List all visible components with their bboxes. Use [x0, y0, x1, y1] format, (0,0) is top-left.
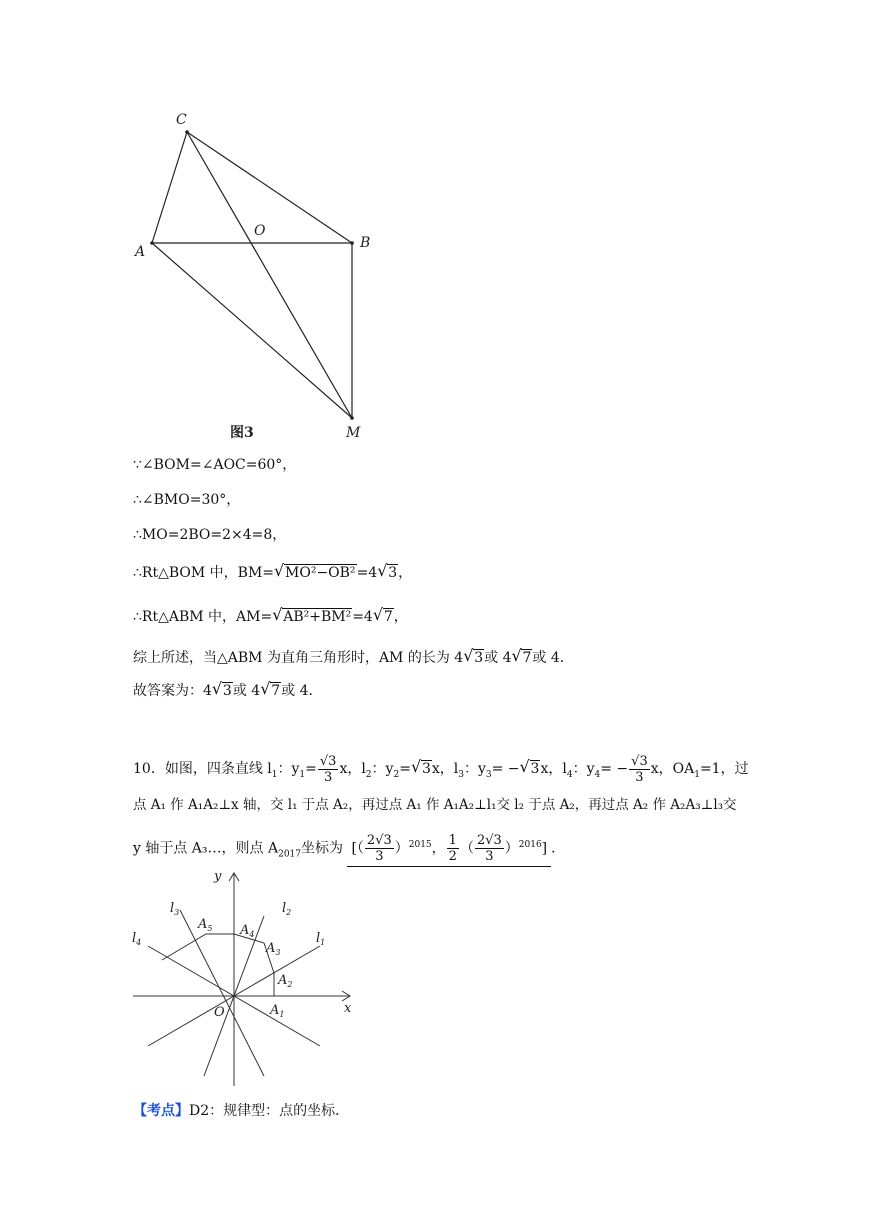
problem-10-line-2: 点 A₁ 作 A₁A₂⊥x 轴，交 l₁ 于点 A₂，再过点 A₁ 作 A₁A₂⊥l₁交 l₂ 于点 A₂，再过点 A₂ 作 A₂A₃⊥l₃交 — [133, 797, 737, 813]
label-a3: $A_3$ — [266, 941, 281, 957]
figure-3 — [130, 105, 390, 450]
figure-3-caption: 图3 — [230, 425, 254, 441]
solution-line-3: ∴MO=2BO=2×4=8， — [133, 527, 287, 543]
seg-ca — [152, 132, 187, 243]
problem-10-line-1: 10．如图，四条直线 $l_1$：$y_1=$ $\frac{√3}{3}$ x，$l_2$：$y_2=√$ 3x，$l_3$：$y_3=$ −√ 3x，$l_4$：$y_4=$ − $\frac{√3}{3}$ x，$OA_1=1$，过 — [133, 752, 749, 792]
label-x: x — [344, 1001, 352, 1016]
label-a4: $A_4$ — [240, 923, 255, 939]
label-b: B — [360, 235, 371, 251]
solution-summary: 综上所述，当△ABM 为直角三角形时，AM 的长为 4√ 3或 4√ 7或 4． — [133, 648, 574, 668]
figure-10 — [128, 868, 358, 1090]
solution-line-5: ∴Rt△ABM 中，AM=√ AB²+BM²=4√ 7， — [133, 607, 408, 627]
seg-cb — [187, 132, 352, 243]
seg-cm — [187, 132, 352, 418]
label-a5: $A_5$ — [198, 917, 213, 933]
label-origin: O — [214, 1005, 225, 1020]
label-c: C — [176, 112, 187, 128]
label-l2: $l_2$ — [282, 901, 292, 917]
label-o: O — [254, 223, 266, 239]
seg-am — [152, 243, 352, 418]
solution-line-1: ∵∠BOM=∠AOC=60°， — [133, 457, 297, 473]
solution-answer: 故答案为：4√ 3或 4√ 7或 4． — [133, 681, 322, 701]
problem-10-line-3: y 轴于点 A₃…，则点 $A_{2017}$坐标为 [（ $\frac{2√3}{3}$ ）$^{2015}$， $\frac{1}{2}$ （ $\frac{2√3}{3}$ ）$^{2016}$] ． — [133, 828, 565, 871]
label-l3: $l_3$ — [170, 901, 180, 917]
solution-line-2: ∴∠BMO=30°， — [133, 492, 241, 508]
label-l4: $l_4$ — [132, 931, 142, 947]
kaodian-tag: 【考点】 — [133, 1103, 189, 1119]
kaodian-line: 【考点】D2：规律型：点的坐标． — [133, 1103, 350, 1119]
answer-blank: [（ $\frac{2√3}{3}$ ）$^{2015}$， $\frac{1}{2}$ （ $\frac{2√3}{3}$ ）$^{2016}$] — [347, 828, 551, 867]
label-y: y — [214, 869, 222, 884]
label-a: A — [135, 244, 146, 260]
solution-line-4: ∴Rt△BOM 中，BM=√ MO²−OB²=4√ 3， — [133, 563, 412, 583]
label-a2: $A_2$ — [278, 973, 293, 989]
label-a1: $A_1$ — [270, 1003, 285, 1019]
label-l1: $l_1$ — [316, 931, 326, 947]
label-m: M — [346, 425, 361, 441]
